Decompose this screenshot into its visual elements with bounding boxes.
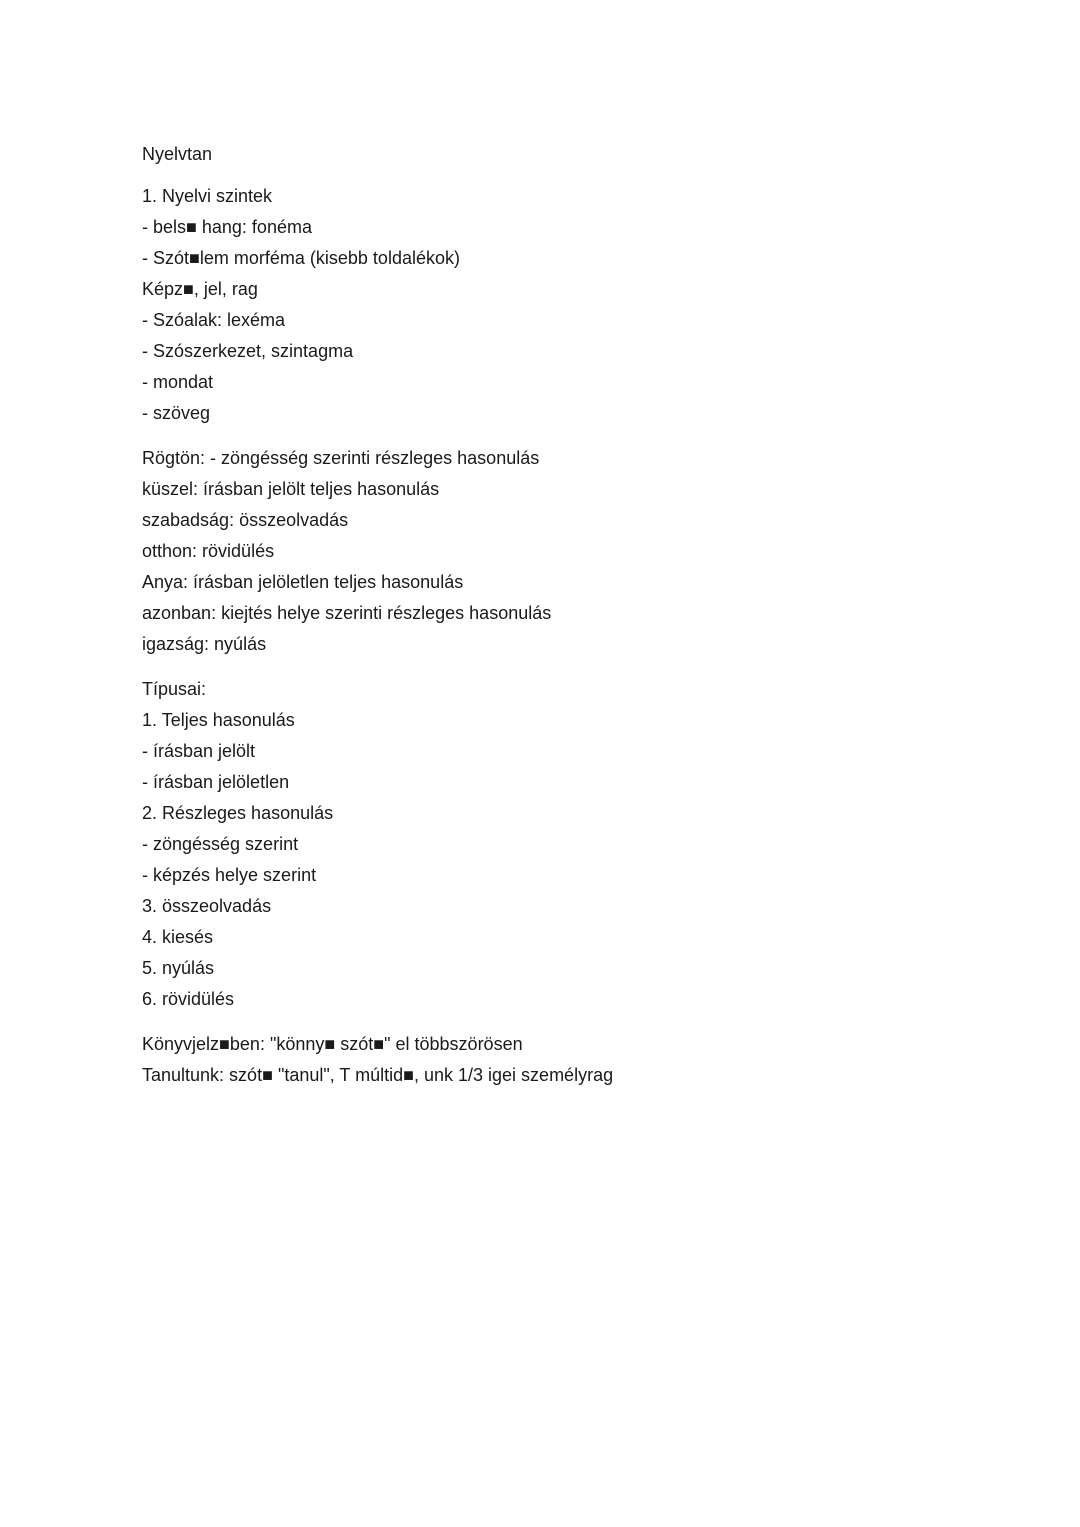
text-line: 1. Teljes hasonulás	[142, 710, 295, 730]
text-line: - zöngésség szerint	[142, 834, 299, 854]
section-types	[142, 674, 1022, 1015]
text-line: - írásban jelöletlen	[142, 772, 290, 792]
text-line: - szöveg	[142, 403, 211, 423]
text-line: 5. nyúlás	[142, 958, 215, 978]
text-line: igazság: nyúlás	[142, 634, 267, 654]
document-title: Nyelvtan	[142, 144, 213, 164]
text-line: - képzés helye szerint	[142, 865, 317, 885]
text-line: 6. rövidülés	[142, 989, 235, 1009]
text-line: Képz■, jel, rag	[142, 279, 258, 299]
text-line: szabadság: összeolvadás	[142, 510, 349, 530]
document-page	[142, 141, 1022, 1091]
text-line: azonban: kiejtés helye szerinti részleges hasonulás	[142, 603, 552, 623]
text-line: - Szóalak: lexéma	[142, 310, 286, 330]
section-analysis	[142, 1029, 1022, 1091]
text-line: küszel: írásban jelölt teljes hasonulás	[142, 479, 440, 499]
text-line: 1. Nyelvi szintek	[142, 186, 273, 206]
text-line: 3. összeolvadás	[142, 896, 272, 916]
text-line: - bels■ hang: fonéma	[142, 217, 312, 237]
text-line: Könyvjelz■ben: "könny■ szót■" el többszörösen	[142, 1034, 523, 1054]
text-line: - Szószerkezet, szintagma	[142, 341, 354, 361]
section-examples	[142, 443, 1022, 660]
text-line: otthon: rövidülés	[142, 541, 275, 561]
text-line: 2. Részleges hasonulás	[142, 803, 334, 823]
text-line: Rögtön: - zöngésség szerinti részleges hasonulás	[142, 448, 540, 468]
text-line: Anya: írásban jelöletlen teljes hasonulás	[142, 572, 464, 592]
text-line: - írásban jelölt	[142, 741, 256, 761]
text-line: 4. kiesés	[142, 927, 214, 947]
section-language-levels	[142, 181, 1022, 429]
text-line: Típusai:	[142, 679, 207, 699]
text-line: - Szót■lem morféma (kisebb toldalékok)	[142, 248, 460, 268]
text-line: - mondat	[142, 372, 214, 392]
text-line: Tanultunk: szót■ "tanul", T múltid■, unk 1/3 igei személyrag	[142, 1065, 614, 1085]
